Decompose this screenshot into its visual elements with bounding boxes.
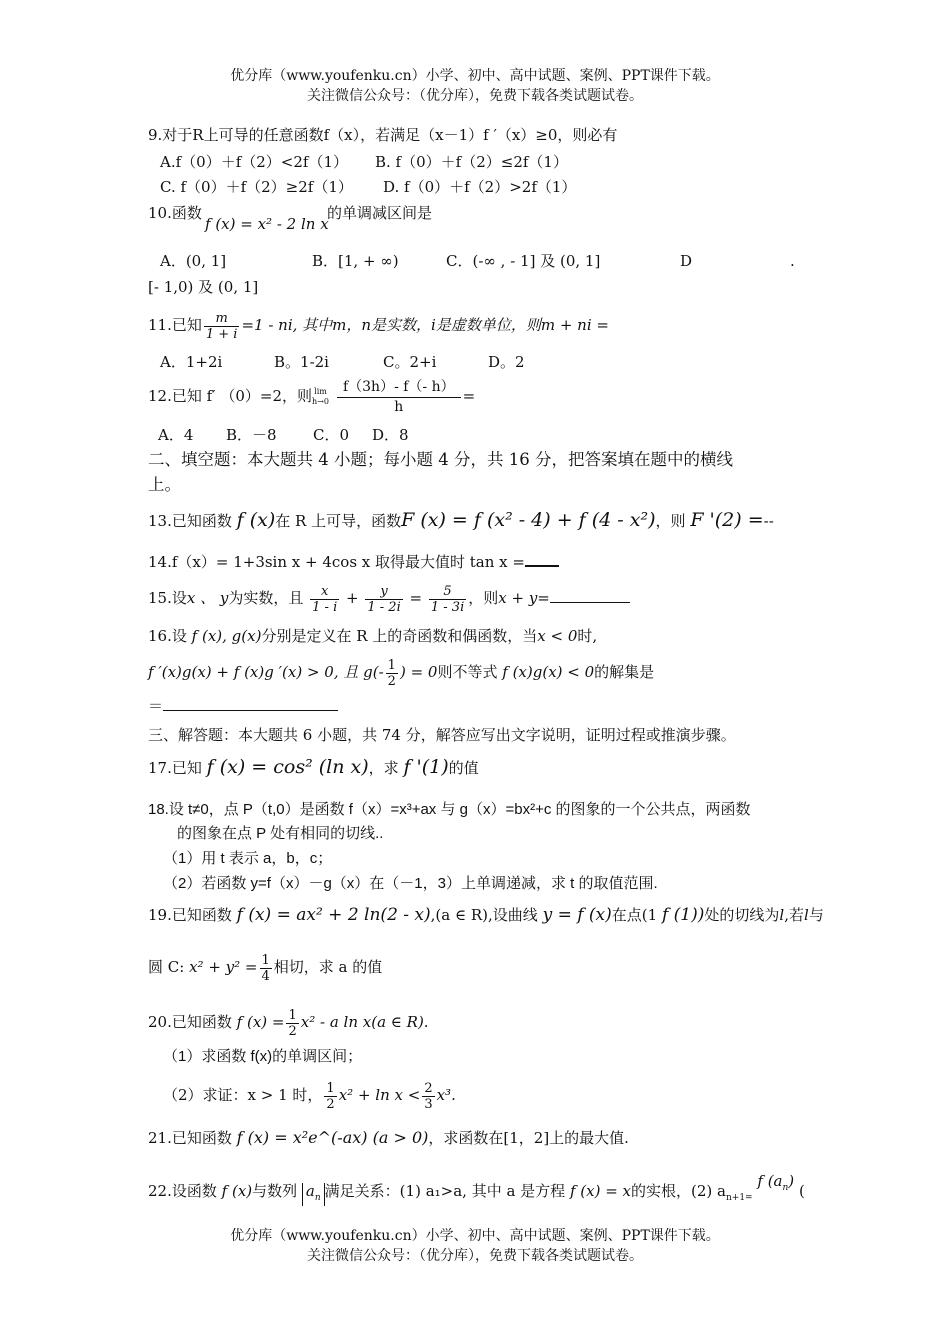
q22-seq-a: a — [305, 1182, 315, 1200]
q22-equation: f (x) = x — [569, 1182, 632, 1200]
q11-line — [148, 302, 609, 348]
q20-p-half-num: 1 — [326, 1080, 335, 1096]
q18-line-2: 的图象在点 P 处有相同的切线.. — [177, 825, 384, 842]
q17-mid: ，求 — [368, 759, 399, 777]
page-header — [0, 66, 950, 106]
q17-suffix: 的值 — [448, 759, 479, 777]
q14-answer-blank[interactable] — [525, 551, 559, 567]
q22-mid: 与数列 — [252, 1182, 298, 1200]
q15-then: ，则 — [468, 589, 499, 607]
q20-part-2 — [163, 1073, 456, 1117]
q19-line-2 — [148, 945, 382, 989]
q12-suffix: = — [462, 387, 476, 405]
q12-fraction — [337, 378, 461, 417]
q14-text: 14.f（x）= 1+3sin x + 4cos x 取得最大值时 tan x = — [148, 553, 525, 571]
q16-text-4: 的解集是 — [594, 663, 655, 681]
q20-func-b: x² - a ln x(a ∈ R). — [300, 1013, 429, 1031]
q17-line — [148, 752, 479, 783]
q18-part-2: （2）若函数 y=f（x）－g（x）在（－1，3）上单调递减，求 t 的取值范围. — [163, 875, 658, 892]
q11-option-d: D。2 — [488, 353, 525, 371]
q22-recursion-f: f (a — [757, 1172, 783, 1190]
q22-seq-sub: n — [314, 1193, 321, 1203]
q20-label: 20.已知函数 — [148, 1013, 232, 1031]
q20-p-23-num: 2 — [424, 1080, 433, 1096]
q13-f: f (x) — [236, 509, 276, 531]
q11-label: 11.已知 — [148, 316, 202, 334]
q10-function: f (x) = x² - 2 ln x — [205, 215, 329, 233]
q16-expression: f ′(x)g(x) + f (x)g ′(x) > 0, 且 g(- — [148, 663, 384, 681]
q16-text-3: 则不等式 — [437, 663, 498, 681]
q10-option-d-dot: . — [790, 252, 795, 270]
q21-line — [148, 1123, 629, 1153]
section2-line-2: 上。 — [148, 475, 181, 494]
q17-derivative: f '(1) — [403, 756, 449, 778]
q20-part-1: （1）求函数 f(x)的单调区间； — [163, 1048, 363, 1065]
q15-frac2-num: y — [365, 584, 402, 600]
page-footer — [0, 1226, 950, 1266]
q16-line-1 — [148, 626, 597, 646]
q16-half-den: 2 — [387, 673, 396, 689]
q22-label: 22.设函数 — [148, 1182, 217, 1200]
q15-expr: x + y — [498, 589, 538, 607]
q11-option-b: B。1-2i — [274, 353, 329, 371]
q19-quarter-den: 4 — [261, 968, 270, 984]
q12-label: 12.已知 f′ （0）=2，则 — [148, 387, 313, 405]
q16-condition: x < 0 — [537, 627, 578, 645]
q15-frac1-num: x — [310, 584, 339, 600]
q9-stem: 9.对于R上可导的任意函数f（x），若满足（x－1）f ′（x）≥0，则必有 — [148, 126, 618, 144]
q15-frac1-den: 1 - i — [312, 599, 338, 615]
q16-answer-blank[interactable] — [163, 696, 338, 711]
q13-F-prime: F '(2) = — [690, 509, 764, 531]
q11-frac-den: 1 + i — [205, 326, 238, 342]
q15-frac2-den: 1 - 2i — [367, 599, 401, 615]
q16-half — [386, 658, 398, 689]
q20-half-den: 2 — [288, 1023, 297, 1039]
q15-eq2: = — [537, 589, 550, 607]
q10-option-d: D — [680, 252, 693, 270]
q13-tail: -- — [763, 512, 774, 530]
q22-relation: 满足关系：(1) a₁>a, 其中 a 是方程 — [324, 1182, 566, 1200]
q16-line-2 — [148, 650, 654, 694]
q14-line — [148, 551, 559, 572]
section3-heading: 三、解答题：本大题共 6 小题，共 74 分，解答应写出文字说明，证明过程或推演步骤。 — [148, 726, 736, 744]
q16-inequality: f (x)g(x) < 0 — [502, 663, 595, 681]
q22-line — [148, 1172, 805, 1213]
q11-frac-num: m — [204, 311, 240, 327]
header-line-2: 关注微信公众号：（优分库），免费下载各类试题试卷。 — [307, 88, 643, 104]
q10-label: 10.函数 — [148, 204, 202, 222]
q9-option-b: B. f（0）＋f（2）≤2f（1） — [375, 153, 568, 171]
q10-option-d-continued: [- 1,0) 及 (0, 1] — [148, 278, 259, 296]
q22-function: f (x) — [221, 1182, 253, 1200]
q16-line-3 — [148, 696, 338, 716]
q19-point: f (1)) — [661, 905, 705, 925]
q13-line — [148, 507, 774, 534]
q11-option-c: C。2+i — [383, 353, 437, 371]
q19-mid: 在点(1 — [611, 906, 658, 924]
q11-option-a: A．1+2i — [160, 353, 223, 371]
q15-frac-1 — [310, 584, 339, 615]
q19-condition: ,(a ∈ R),设曲线 — [430, 906, 538, 924]
q12-frac-den: h — [394, 398, 404, 415]
q19-circle-equation: x² + y² = — [189, 958, 258, 976]
q9-option-a: A.f（0）＋f（2）<2f（1） — [160, 153, 348, 171]
q15-frac-3 — [429, 584, 466, 615]
q19-tangent-l: l — [779, 906, 785, 924]
q19-tail: 与 — [808, 906, 824, 924]
q12-frac-num: f（3h）- f（- h） — [337, 378, 461, 398]
q22-real-root: 的实根，(2) a — [631, 1182, 726, 1200]
q20-half-num: 1 — [288, 1007, 297, 1023]
q17-function: f (x) = cos² (ln x) — [206, 756, 369, 778]
header-line-1: 优分库（www.youfenku.cn）小学、初中、高中试题、案例、PPT课件下载。 — [230, 68, 720, 84]
q11-rest: =1 - ni, 其中m，n是实数，i是虚数单位，则m + ni = — [241, 316, 609, 334]
q20-func-a: f (x) = — [236, 1013, 285, 1031]
q21-label: 21.已知函数 — [148, 1129, 232, 1147]
q15-vars: x 、 y — [186, 589, 229, 607]
q20-half — [286, 1008, 298, 1039]
q12-option-a: A．4 — [158, 426, 194, 444]
q21-function: f (x) = x²e^(-ax) (a > 0) — [236, 1128, 429, 1147]
q22-sequence — [302, 1183, 325, 1206]
q16-expression-2: ) = 0 — [399, 663, 438, 681]
q15-answer-blank[interactable] — [550, 588, 630, 603]
q19-curve: y = f (x) — [542, 905, 612, 925]
q15-frac-2 — [365, 584, 402, 615]
q22-paren: ( — [798, 1182, 805, 1200]
q15-frac3-den: 1 - 3i — [430, 599, 465, 615]
q12-option-c: C．0 — [313, 426, 350, 444]
q10-option-a: A．(0, 1] — [160, 252, 227, 270]
q9-option-c: C. f（0）＋f（2）≥2f（1） — [160, 178, 353, 196]
q19-tangent-l-2: l — [804, 906, 809, 924]
q13-label: 13.已知函数 — [148, 512, 232, 530]
q12-option-b: B．－8 — [226, 426, 277, 444]
q10-option-c: C．(-∞ , - 1] 及 (0, 1] — [446, 252, 601, 270]
q22-sub-n1: n+1= — [725, 1193, 753, 1203]
q16-functions: f (x), g(x) — [191, 627, 262, 645]
q13-mid: 在 R 上可导，函数 — [275, 512, 402, 530]
q22-recursion-sub: n — [782, 1183, 789, 1193]
q12-lim-top: lim — [314, 387, 327, 396]
q20-line — [148, 1000, 429, 1044]
q15-frac3-num: 5 — [429, 584, 466, 600]
q20-part2-half — [324, 1081, 336, 1112]
q15-plus: + — [346, 589, 359, 607]
q19-mid-3: ,若 — [784, 906, 804, 924]
q12-limit — [312, 387, 329, 407]
q16-text-2: 时, — [577, 627, 598, 645]
q15-line — [148, 576, 630, 620]
footer-line-1: 优分库（www.youfenku.cn）小学、初中、高中试题、案例、PPT课件下载。 — [230, 1228, 720, 1244]
q10-option-b: B．[1, + ∞) — [312, 252, 399, 270]
q15-label: 15.设 — [148, 589, 187, 607]
q20-p-23-den: 3 — [424, 1096, 433, 1112]
q12-line — [148, 374, 475, 418]
footer-line-2: 关注微信公众号：（优分库），免费下载各类试题试卷。 — [307, 1248, 643, 1264]
q22-recursion-close: ) — [788, 1172, 795, 1190]
q19-function: f (x) = ax² + 2 ln(2 - x) — [236, 905, 431, 925]
q16-equals: ＝ — [148, 697, 164, 715]
q19-line-2-suffix: 相切，求 a 的值 — [273, 958, 383, 976]
q21-suffix: ，求函数在[1，2]上的最大值. — [428, 1129, 629, 1147]
q19-mid-2: 处的切线为 — [704, 906, 780, 924]
q19-quarter-num: 1 — [261, 952, 270, 968]
q18-line-1: 18.设 t≠0，点 P（t,0）是函数 f（x）=x³+ax 与 g（x）=bx²+c 的图象的一个公共点，两函数 — [148, 801, 751, 818]
q20-p-half-den: 2 — [326, 1096, 335, 1112]
q13-F-definition: F (x) = f (x² - 4) + f (4 - x²) — [401, 509, 656, 531]
q12-lim-bottom: h→0 — [312, 397, 329, 406]
q11-fraction — [204, 311, 240, 342]
q22-recursion — [757, 1172, 795, 1193]
q19-circle-label: 圆 C: — [148, 958, 185, 976]
q19-line-1 — [148, 898, 824, 932]
q9-option-d: D. f（0）＋f（2）>2f（1） — [383, 178, 577, 196]
q20-two-thirds — [422, 1081, 434, 1112]
q20-part-2-label: （2）求证：x > 1 时， — [163, 1086, 323, 1104]
q13-then: ，则 — [655, 512, 686, 530]
q20-part-2-end: x³. — [436, 1086, 456, 1104]
q19-quarter — [260, 953, 272, 984]
q12-option-d: D．8 — [372, 426, 409, 444]
q15-mid: 为实数，且 — [228, 589, 304, 607]
q15-eq: = — [409, 589, 423, 607]
section2-line-1: 二、填空题：本大题共 4 小题；每小题 4 分，共 16 分，把答案填在题中的横线 — [148, 450, 733, 469]
q10-suffix: 的单调减区间是 — [327, 204, 433, 222]
q17-label: 17.已知 — [148, 759, 202, 777]
q16-text-1: 分别是定义在 R 上的奇函数和偶函数，当 — [261, 627, 538, 645]
q16-label: 16.设 — [148, 627, 187, 645]
q20-part-2-expr: x² + ln x < — [338, 1086, 421, 1104]
q18-part-1: （1）用 t 表示 a，b，c； — [163, 850, 333, 867]
q16-half-num: 1 — [387, 657, 396, 673]
q19-label: 19.已知函数 — [148, 906, 232, 924]
